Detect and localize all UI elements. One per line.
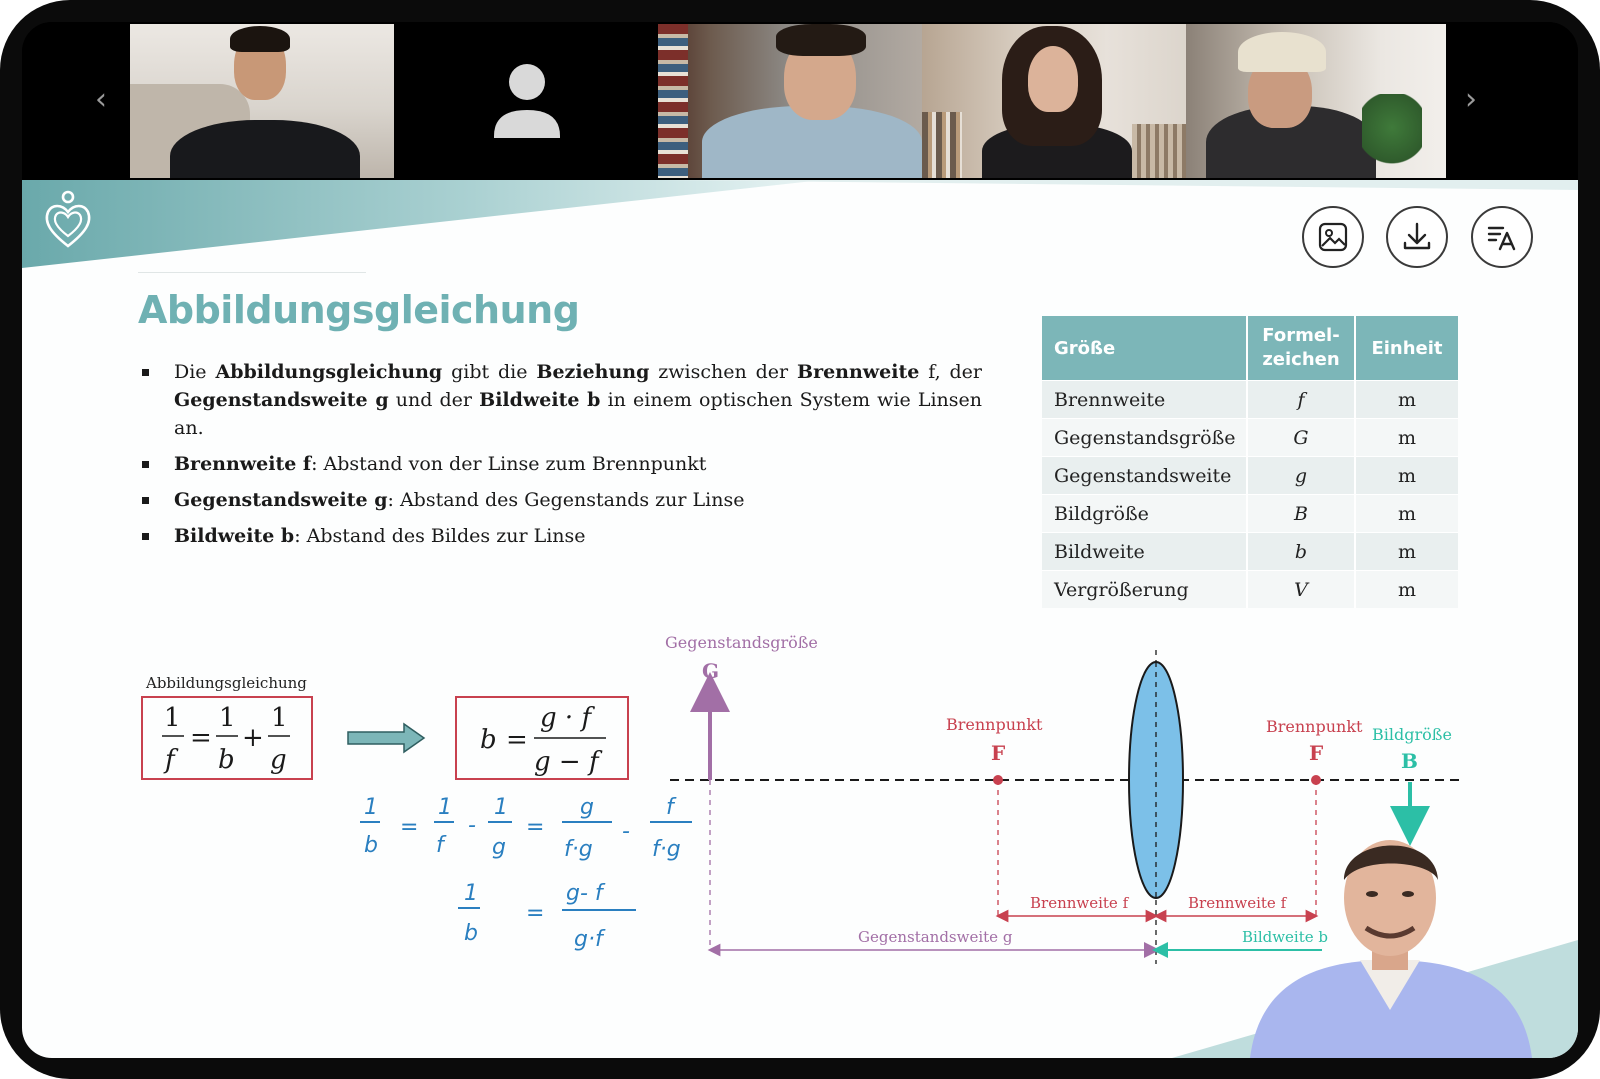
bullet-text: : Abstand des Bildes zur Linse xyxy=(294,525,586,547)
svg-text:=: = xyxy=(526,901,545,926)
bullet-text: f, der xyxy=(919,361,982,383)
table-header-size: Größe xyxy=(1042,316,1248,380)
svg-text:g − f: g − f xyxy=(534,747,599,777)
bullet-text: : Abstand von der Linse zum Brennpunkt xyxy=(311,453,707,475)
svg-text:=: = xyxy=(506,725,528,755)
participant-tile-2[interactable] xyxy=(394,24,658,178)
presenter-silhouette xyxy=(1240,810,1540,1058)
table-row: Bildgröße B m xyxy=(1042,494,1458,532)
presenter-video[interactable] xyxy=(1240,810,1540,1058)
formula-1 xyxy=(162,703,290,775)
dim-object-distance-label: Gegenstandsweite g xyxy=(858,928,1013,946)
svg-text:1: 1 xyxy=(219,703,236,733)
chevron-right-icon[interactable]: › xyxy=(1465,82,1477,117)
participant-tile-4[interactable] xyxy=(922,24,1186,178)
bullet-keyword: Brennweite f xyxy=(174,453,312,475)
participant-tile-5[interactable] xyxy=(1186,24,1446,178)
svg-text:g- f: g- f xyxy=(566,881,603,906)
focal-symbol-right: F xyxy=(1309,741,1324,765)
focal-symbol-left: F xyxy=(991,741,1006,765)
focal-label-left: Brennpunkt xyxy=(946,715,1043,734)
svg-text:b: b xyxy=(464,921,478,946)
focal-label-right: Brennpunkt xyxy=(1266,717,1363,736)
svg-text:1: 1 xyxy=(271,703,288,733)
svg-text:=: = xyxy=(190,723,212,753)
svg-text:b: b xyxy=(218,745,235,775)
svg-text:g: g xyxy=(492,835,506,860)
table-row: Gegenstandsgröße G m xyxy=(1042,418,1458,456)
slide-title: Abbildungsgleichung xyxy=(138,288,580,332)
dim-image-distance-label: Bildweite b xyxy=(1242,928,1329,946)
bullet-keyword: Bildweite b xyxy=(479,389,601,411)
bullet-text: gibt die xyxy=(442,361,537,383)
svg-text:-: - xyxy=(468,813,476,838)
formula-2 xyxy=(480,703,606,777)
svg-text:f: f xyxy=(165,745,175,775)
svg-text:f: f xyxy=(436,833,444,858)
table-row: Vergrößerung V m xyxy=(1042,570,1458,608)
svg-text:g: g xyxy=(270,745,287,775)
bullet-keyword: Abbildungsgleichung xyxy=(215,361,443,383)
svg-text:f·g: f·g xyxy=(564,837,593,862)
svg-text:-: - xyxy=(622,819,630,844)
dim-focal-right-label: Brennweite f xyxy=(1188,894,1287,912)
svg-text:=: = xyxy=(400,815,419,840)
image-symbol: B xyxy=(1401,749,1418,773)
object-symbol: G xyxy=(702,659,720,683)
bullet-text: zwischen der xyxy=(649,361,798,383)
svg-text:f: f xyxy=(666,795,674,820)
bullet-keyword: Bildweite b xyxy=(174,525,295,547)
participant-tile-3[interactable] xyxy=(658,24,922,178)
bullet-text: in einem optischen System wie Linsen an. xyxy=(174,389,982,439)
bullet-text: Die xyxy=(174,361,216,383)
svg-text:b: b xyxy=(480,725,497,755)
svg-text:f·g: f·g xyxy=(652,837,681,862)
chevron-left-icon[interactable]: ‹ xyxy=(95,82,107,117)
dim-focal-left-label: Brennweite f xyxy=(1030,894,1129,912)
image-label: Bildgröße xyxy=(1372,725,1452,744)
svg-text:g: g xyxy=(580,795,594,820)
svg-text:1: 1 xyxy=(438,795,452,820)
participant-tile-1[interactable] xyxy=(130,24,394,178)
table-header-symbol: Formel- zeichen xyxy=(1248,316,1356,380)
svg-text:1: 1 xyxy=(464,881,478,906)
bullet-keyword: Brennweite xyxy=(797,361,920,383)
screen xyxy=(22,22,1578,1058)
presentation-slide xyxy=(22,180,1578,1058)
svg-text:1: 1 xyxy=(494,795,508,820)
handwritten-derivation xyxy=(360,795,692,952)
user-icon xyxy=(394,24,658,178)
table-header-unit: Einheit xyxy=(1356,316,1458,380)
svg-text:b: b xyxy=(364,833,378,858)
formula-label: Abbildungsgleichung xyxy=(146,674,307,692)
table-row: Bildweite b m xyxy=(1042,532,1458,570)
table-row: Brennweite f m xyxy=(1042,380,1458,418)
participant-video-strip xyxy=(22,22,1578,180)
bullet-text: : Abstand des Gegenstands zur Linse xyxy=(387,489,745,511)
arrow-right-icon xyxy=(348,724,424,752)
svg-text:1: 1 xyxy=(164,703,181,733)
bullet-keyword: Gegenstandsweite g xyxy=(174,389,389,411)
svg-text:g·f: g·f xyxy=(574,927,603,952)
svg-text:+: + xyxy=(242,723,264,753)
bullet-keyword: Gegenstandsweite g xyxy=(174,489,388,511)
svg-text:1: 1 xyxy=(364,795,378,820)
object-label: Gegenstandsgröße xyxy=(665,633,818,652)
table-row: Gegenstandsweite g m xyxy=(1042,456,1458,494)
svg-text:g · f: g · f xyxy=(540,703,592,733)
bullet-text: und der xyxy=(388,389,480,411)
svg-text:=: = xyxy=(526,815,545,840)
bullet-keyword: Beziehung xyxy=(536,361,650,383)
